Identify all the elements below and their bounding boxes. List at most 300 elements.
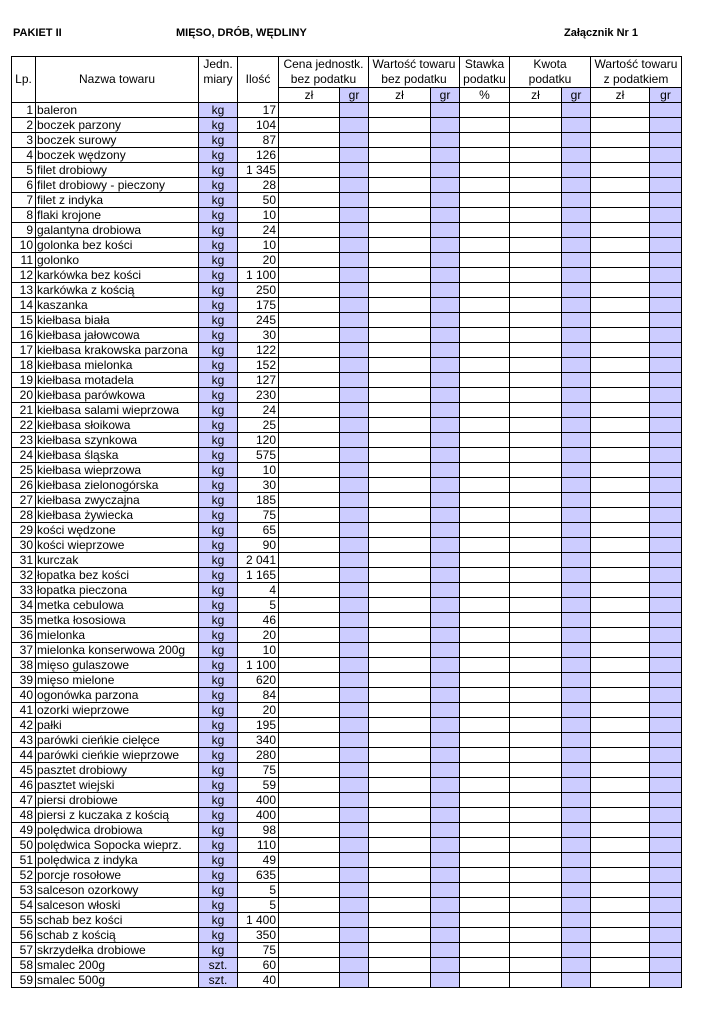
tax-zl-cell[interactable] xyxy=(510,163,562,178)
tax-rate-cell[interactable] xyxy=(460,133,510,148)
gross-zl-cell[interactable] xyxy=(591,658,650,673)
tax-zl-cell[interactable] xyxy=(510,583,562,598)
gross-gr-cell[interactable] xyxy=(650,283,682,298)
value-zl-cell[interactable] xyxy=(369,283,431,298)
value-zl-cell[interactable] xyxy=(369,598,431,613)
tax-rate-cell[interactable] xyxy=(460,808,510,823)
tax-rate-cell[interactable] xyxy=(460,853,510,868)
tax-zl-cell[interactable] xyxy=(510,403,562,418)
value-zl-cell[interactable] xyxy=(369,148,431,163)
tax-rate-cell[interactable] xyxy=(460,703,510,718)
price-zl-cell[interactable] xyxy=(279,403,340,418)
gross-zl-cell[interactable] xyxy=(591,178,650,193)
value-zl-cell[interactable] xyxy=(369,958,431,973)
tax-gr-cell[interactable] xyxy=(562,433,591,448)
price-gr-cell[interactable] xyxy=(340,163,369,178)
value-gr-cell[interactable] xyxy=(431,748,460,763)
price-gr-cell[interactable] xyxy=(340,658,369,673)
tax-rate-cell[interactable] xyxy=(460,553,510,568)
tax-gr-cell[interactable] xyxy=(562,778,591,793)
tax-zl-cell[interactable] xyxy=(510,418,562,433)
tax-zl-cell[interactable] xyxy=(510,148,562,163)
tax-zl-cell[interactable] xyxy=(510,598,562,613)
gross-gr-cell[interactable] xyxy=(650,883,682,898)
tax-rate-cell[interactable] xyxy=(460,583,510,598)
tax-gr-cell[interactable] xyxy=(562,223,591,238)
value-gr-cell[interactable] xyxy=(431,793,460,808)
tax-rate-cell[interactable] xyxy=(460,283,510,298)
tax-rate-cell[interactable] xyxy=(460,568,510,583)
price-zl-cell[interactable] xyxy=(279,823,340,838)
tax-zl-cell[interactable] xyxy=(510,718,562,733)
gross-gr-cell[interactable] xyxy=(650,868,682,883)
value-gr-cell[interactable] xyxy=(431,523,460,538)
price-gr-cell[interactable] xyxy=(340,478,369,493)
tax-gr-cell[interactable] xyxy=(562,238,591,253)
price-gr-cell[interactable] xyxy=(340,628,369,643)
gross-gr-cell[interactable] xyxy=(650,253,682,268)
value-gr-cell[interactable] xyxy=(431,493,460,508)
value-gr-cell[interactable] xyxy=(431,148,460,163)
tax-zl-cell[interactable] xyxy=(510,253,562,268)
value-zl-cell[interactable] xyxy=(369,793,431,808)
price-gr-cell[interactable] xyxy=(340,268,369,283)
price-gr-cell[interactable] xyxy=(340,523,369,538)
tax-zl-cell[interactable] xyxy=(510,568,562,583)
value-gr-cell[interactable] xyxy=(431,508,460,523)
price-zl-cell[interactable] xyxy=(279,463,340,478)
price-gr-cell[interactable] xyxy=(340,838,369,853)
value-gr-cell[interactable] xyxy=(431,628,460,643)
tax-rate-cell[interactable] xyxy=(460,778,510,793)
tax-rate-cell[interactable] xyxy=(460,298,510,313)
price-gr-cell[interactable] xyxy=(340,388,369,403)
gross-zl-cell[interactable] xyxy=(591,928,650,943)
gross-gr-cell[interactable] xyxy=(650,433,682,448)
tax-gr-cell[interactable] xyxy=(562,148,591,163)
gross-gr-cell[interactable] xyxy=(650,523,682,538)
tax-rate-cell[interactable] xyxy=(460,913,510,928)
tax-rate-cell[interactable] xyxy=(460,463,510,478)
tax-rate-cell[interactable] xyxy=(460,523,510,538)
price-gr-cell[interactable] xyxy=(340,673,369,688)
gross-zl-cell[interactable] xyxy=(591,373,650,388)
value-zl-cell[interactable] xyxy=(369,553,431,568)
tax-zl-cell[interactable] xyxy=(510,223,562,238)
tax-gr-cell[interactable] xyxy=(562,598,591,613)
value-gr-cell[interactable] xyxy=(431,643,460,658)
value-zl-cell[interactable] xyxy=(369,103,431,118)
price-gr-cell[interactable] xyxy=(340,208,369,223)
gross-gr-cell[interactable] xyxy=(650,973,682,988)
gross-gr-cell[interactable] xyxy=(650,928,682,943)
tax-zl-cell[interactable] xyxy=(510,898,562,913)
tax-rate-cell[interactable] xyxy=(460,268,510,283)
tax-rate-cell[interactable] xyxy=(460,193,510,208)
value-gr-cell[interactable] xyxy=(431,958,460,973)
price-zl-cell[interactable] xyxy=(279,148,340,163)
gross-gr-cell[interactable] xyxy=(650,553,682,568)
tax-zl-cell[interactable] xyxy=(510,613,562,628)
price-zl-cell[interactable] xyxy=(279,883,340,898)
tax-gr-cell[interactable] xyxy=(562,568,591,583)
tax-gr-cell[interactable] xyxy=(562,868,591,883)
value-zl-cell[interactable] xyxy=(369,763,431,778)
tax-gr-cell[interactable] xyxy=(562,958,591,973)
gross-zl-cell[interactable] xyxy=(591,358,650,373)
price-gr-cell[interactable] xyxy=(340,253,369,268)
tax-gr-cell[interactable] xyxy=(562,178,591,193)
gross-gr-cell[interactable] xyxy=(650,463,682,478)
tax-zl-cell[interactable] xyxy=(510,973,562,988)
gross-gr-cell[interactable] xyxy=(650,373,682,388)
tax-zl-cell[interactable] xyxy=(510,463,562,478)
tax-gr-cell[interactable] xyxy=(562,538,591,553)
value-gr-cell[interactable] xyxy=(431,583,460,598)
gross-gr-cell[interactable] xyxy=(650,958,682,973)
tax-gr-cell[interactable] xyxy=(562,478,591,493)
price-zl-cell[interactable] xyxy=(279,943,340,958)
gross-gr-cell[interactable] xyxy=(650,403,682,418)
tax-gr-cell[interactable] xyxy=(562,103,591,118)
gross-zl-cell[interactable] xyxy=(591,583,650,598)
value-gr-cell[interactable] xyxy=(431,238,460,253)
gross-gr-cell[interactable] xyxy=(650,583,682,598)
price-gr-cell[interactable] xyxy=(340,613,369,628)
value-zl-cell[interactable] xyxy=(369,418,431,433)
gross-gr-cell[interactable] xyxy=(650,358,682,373)
value-zl-cell[interactable] xyxy=(369,373,431,388)
value-zl-cell[interactable] xyxy=(369,913,431,928)
value-gr-cell[interactable] xyxy=(431,208,460,223)
tax-zl-cell[interactable] xyxy=(510,733,562,748)
value-gr-cell[interactable] xyxy=(431,613,460,628)
value-zl-cell[interactable] xyxy=(369,733,431,748)
tax-zl-cell[interactable] xyxy=(510,328,562,343)
tax-zl-cell[interactable] xyxy=(510,793,562,808)
tax-gr-cell[interactable] xyxy=(562,853,591,868)
gross-zl-cell[interactable] xyxy=(591,148,650,163)
value-zl-cell[interactable] xyxy=(369,523,431,538)
gross-gr-cell[interactable] xyxy=(650,538,682,553)
value-zl-cell[interactable] xyxy=(369,823,431,838)
value-gr-cell[interactable] xyxy=(431,673,460,688)
value-gr-cell[interactable] xyxy=(431,898,460,913)
gross-zl-cell[interactable] xyxy=(591,283,650,298)
tax-rate-cell[interactable] xyxy=(460,388,510,403)
value-zl-cell[interactable] xyxy=(369,643,431,658)
tax-rate-cell[interactable] xyxy=(460,148,510,163)
tax-gr-cell[interactable] xyxy=(562,703,591,718)
price-zl-cell[interactable] xyxy=(279,928,340,943)
tax-gr-cell[interactable] xyxy=(562,898,591,913)
price-gr-cell[interactable] xyxy=(340,148,369,163)
gross-gr-cell[interactable] xyxy=(650,898,682,913)
price-gr-cell[interactable] xyxy=(340,688,369,703)
value-zl-cell[interactable] xyxy=(369,193,431,208)
tax-gr-cell[interactable] xyxy=(562,463,591,478)
value-gr-cell[interactable] xyxy=(431,298,460,313)
tax-rate-cell[interactable] xyxy=(460,253,510,268)
tax-rate-cell[interactable] xyxy=(460,493,510,508)
tax-gr-cell[interactable] xyxy=(562,418,591,433)
tax-gr-cell[interactable] xyxy=(562,628,591,643)
price-gr-cell[interactable] xyxy=(340,133,369,148)
gross-zl-cell[interactable] xyxy=(591,553,650,568)
gross-gr-cell[interactable] xyxy=(650,688,682,703)
price-zl-cell[interactable] xyxy=(279,478,340,493)
tax-gr-cell[interactable] xyxy=(562,808,591,823)
value-zl-cell[interactable] xyxy=(369,268,431,283)
tax-gr-cell[interactable] xyxy=(562,388,591,403)
gross-zl-cell[interactable] xyxy=(591,328,650,343)
value-gr-cell[interactable] xyxy=(431,808,460,823)
gross-zl-cell[interactable] xyxy=(591,208,650,223)
value-gr-cell[interactable] xyxy=(431,403,460,418)
value-zl-cell[interactable] xyxy=(369,748,431,763)
tax-gr-cell[interactable] xyxy=(562,328,591,343)
tax-gr-cell[interactable] xyxy=(562,508,591,523)
price-zl-cell[interactable] xyxy=(279,193,340,208)
gross-zl-cell[interactable] xyxy=(591,223,650,238)
price-gr-cell[interactable] xyxy=(340,808,369,823)
gross-gr-cell[interactable] xyxy=(650,133,682,148)
gross-gr-cell[interactable] xyxy=(650,343,682,358)
tax-gr-cell[interactable] xyxy=(562,748,591,763)
tax-gr-cell[interactable] xyxy=(562,688,591,703)
tax-gr-cell[interactable] xyxy=(562,883,591,898)
value-gr-cell[interactable] xyxy=(431,553,460,568)
value-gr-cell[interactable] xyxy=(431,328,460,343)
value-zl-cell[interactable] xyxy=(369,388,431,403)
tax-gr-cell[interactable] xyxy=(562,373,591,388)
value-gr-cell[interactable] xyxy=(431,658,460,673)
gross-zl-cell[interactable] xyxy=(591,508,650,523)
tax-rate-cell[interactable] xyxy=(460,958,510,973)
value-zl-cell[interactable] xyxy=(369,133,431,148)
tax-zl-cell[interactable] xyxy=(510,838,562,853)
price-gr-cell[interactable] xyxy=(340,178,369,193)
price-zl-cell[interactable] xyxy=(279,163,340,178)
value-gr-cell[interactable] xyxy=(431,868,460,883)
gross-gr-cell[interactable] xyxy=(650,913,682,928)
gross-gr-cell[interactable] xyxy=(650,733,682,748)
value-zl-cell[interactable] xyxy=(369,778,431,793)
gross-zl-cell[interactable] xyxy=(591,193,650,208)
tax-zl-cell[interactable] xyxy=(510,178,562,193)
price-zl-cell[interactable] xyxy=(279,808,340,823)
price-gr-cell[interactable] xyxy=(340,298,369,313)
gross-gr-cell[interactable] xyxy=(650,193,682,208)
price-gr-cell[interactable] xyxy=(340,853,369,868)
price-zl-cell[interactable] xyxy=(279,793,340,808)
value-gr-cell[interactable] xyxy=(431,883,460,898)
gross-zl-cell[interactable] xyxy=(591,133,650,148)
tax-rate-cell[interactable] xyxy=(460,478,510,493)
price-zl-cell[interactable] xyxy=(279,328,340,343)
gross-gr-cell[interactable] xyxy=(650,223,682,238)
value-zl-cell[interactable] xyxy=(369,628,431,643)
price-gr-cell[interactable] xyxy=(340,898,369,913)
price-zl-cell[interactable] xyxy=(279,178,340,193)
price-zl-cell[interactable] xyxy=(279,418,340,433)
gross-gr-cell[interactable] xyxy=(650,778,682,793)
gross-zl-cell[interactable] xyxy=(591,433,650,448)
tax-rate-cell[interactable] xyxy=(460,208,510,223)
gross-zl-cell[interactable] xyxy=(591,568,650,583)
tax-zl-cell[interactable] xyxy=(510,238,562,253)
price-gr-cell[interactable] xyxy=(340,223,369,238)
value-gr-cell[interactable] xyxy=(431,283,460,298)
gross-zl-cell[interactable] xyxy=(591,538,650,553)
tax-zl-cell[interactable] xyxy=(510,508,562,523)
gross-gr-cell[interactable] xyxy=(650,313,682,328)
price-gr-cell[interactable] xyxy=(340,553,369,568)
value-gr-cell[interactable] xyxy=(431,118,460,133)
gross-zl-cell[interactable] xyxy=(591,388,650,403)
gross-gr-cell[interactable] xyxy=(650,643,682,658)
value-gr-cell[interactable] xyxy=(431,313,460,328)
gross-zl-cell[interactable] xyxy=(591,793,650,808)
value-zl-cell[interactable] xyxy=(369,358,431,373)
tax-rate-cell[interactable] xyxy=(460,103,510,118)
price-zl-cell[interactable] xyxy=(279,538,340,553)
price-zl-cell[interactable] xyxy=(279,898,340,913)
tax-zl-cell[interactable] xyxy=(510,523,562,538)
gross-zl-cell[interactable] xyxy=(591,628,650,643)
tax-zl-cell[interactable] xyxy=(510,298,562,313)
tax-rate-cell[interactable] xyxy=(460,448,510,463)
value-gr-cell[interactable] xyxy=(431,433,460,448)
tax-rate-cell[interactable] xyxy=(460,118,510,133)
tax-gr-cell[interactable] xyxy=(562,133,591,148)
tax-gr-cell[interactable] xyxy=(562,118,591,133)
gross-gr-cell[interactable] xyxy=(650,448,682,463)
tax-gr-cell[interactable] xyxy=(562,823,591,838)
gross-gr-cell[interactable] xyxy=(650,148,682,163)
tax-zl-cell[interactable] xyxy=(510,703,562,718)
tax-zl-cell[interactable] xyxy=(510,103,562,118)
value-gr-cell[interactable] xyxy=(431,973,460,988)
gross-gr-cell[interactable] xyxy=(650,163,682,178)
tax-zl-cell[interactable] xyxy=(510,658,562,673)
gross-zl-cell[interactable] xyxy=(591,898,650,913)
price-zl-cell[interactable] xyxy=(279,508,340,523)
tax-zl-cell[interactable] xyxy=(510,928,562,943)
gross-gr-cell[interactable] xyxy=(650,943,682,958)
tax-gr-cell[interactable] xyxy=(562,493,591,508)
price-zl-cell[interactable] xyxy=(279,238,340,253)
value-gr-cell[interactable] xyxy=(431,538,460,553)
price-zl-cell[interactable] xyxy=(279,523,340,538)
gross-zl-cell[interactable] xyxy=(591,958,650,973)
tax-zl-cell[interactable] xyxy=(510,343,562,358)
tax-rate-cell[interactable] xyxy=(460,238,510,253)
value-zl-cell[interactable] xyxy=(369,883,431,898)
tax-zl-cell[interactable] xyxy=(510,748,562,763)
value-gr-cell[interactable] xyxy=(431,133,460,148)
tax-rate-cell[interactable] xyxy=(460,343,510,358)
tax-zl-cell[interactable] xyxy=(510,538,562,553)
tax-gr-cell[interactable] xyxy=(562,673,591,688)
price-zl-cell[interactable] xyxy=(279,718,340,733)
price-gr-cell[interactable] xyxy=(340,103,369,118)
gross-gr-cell[interactable] xyxy=(650,763,682,778)
value-gr-cell[interactable] xyxy=(431,268,460,283)
price-gr-cell[interactable] xyxy=(340,403,369,418)
tax-zl-cell[interactable] xyxy=(510,823,562,838)
price-zl-cell[interactable] xyxy=(279,553,340,568)
value-zl-cell[interactable] xyxy=(369,898,431,913)
value-zl-cell[interactable] xyxy=(369,838,431,853)
gross-gr-cell[interactable] xyxy=(650,268,682,283)
gross-zl-cell[interactable] xyxy=(591,943,650,958)
tax-rate-cell[interactable] xyxy=(460,508,510,523)
tax-rate-cell[interactable] xyxy=(460,538,510,553)
price-zl-cell[interactable] xyxy=(279,133,340,148)
gross-zl-cell[interactable] xyxy=(591,808,650,823)
gross-zl-cell[interactable] xyxy=(591,643,650,658)
gross-gr-cell[interactable] xyxy=(650,418,682,433)
price-zl-cell[interactable] xyxy=(279,268,340,283)
tax-gr-cell[interactable] xyxy=(562,298,591,313)
value-zl-cell[interactable] xyxy=(369,328,431,343)
price-zl-cell[interactable] xyxy=(279,643,340,658)
value-gr-cell[interactable] xyxy=(431,253,460,268)
value-gr-cell[interactable] xyxy=(431,943,460,958)
gross-gr-cell[interactable] xyxy=(650,208,682,223)
gross-zl-cell[interactable] xyxy=(591,673,650,688)
price-zl-cell[interactable] xyxy=(279,298,340,313)
tax-rate-cell[interactable] xyxy=(460,793,510,808)
price-gr-cell[interactable] xyxy=(340,793,369,808)
gross-gr-cell[interactable] xyxy=(650,568,682,583)
value-zl-cell[interactable] xyxy=(369,208,431,223)
value-gr-cell[interactable] xyxy=(431,928,460,943)
gross-zl-cell[interactable] xyxy=(591,883,650,898)
price-gr-cell[interactable] xyxy=(340,238,369,253)
tax-gr-cell[interactable] xyxy=(562,403,591,418)
value-zl-cell[interactable] xyxy=(369,718,431,733)
value-gr-cell[interactable] xyxy=(431,193,460,208)
price-zl-cell[interactable] xyxy=(279,628,340,643)
value-zl-cell[interactable] xyxy=(369,343,431,358)
tax-zl-cell[interactable] xyxy=(510,373,562,388)
tax-zl-cell[interactable] xyxy=(510,958,562,973)
value-zl-cell[interactable] xyxy=(369,448,431,463)
tax-gr-cell[interactable] xyxy=(562,658,591,673)
value-zl-cell[interactable] xyxy=(369,508,431,523)
price-gr-cell[interactable] xyxy=(340,703,369,718)
tax-gr-cell[interactable] xyxy=(562,943,591,958)
price-zl-cell[interactable] xyxy=(279,493,340,508)
tax-zl-cell[interactable] xyxy=(510,433,562,448)
gross-zl-cell[interactable] xyxy=(591,103,650,118)
gross-zl-cell[interactable] xyxy=(591,853,650,868)
value-gr-cell[interactable] xyxy=(431,418,460,433)
price-gr-cell[interactable] xyxy=(340,283,369,298)
gross-gr-cell[interactable] xyxy=(650,478,682,493)
value-gr-cell[interactable] xyxy=(431,778,460,793)
gross-zl-cell[interactable] xyxy=(591,493,650,508)
tax-rate-cell[interactable] xyxy=(460,433,510,448)
gross-gr-cell[interactable] xyxy=(650,178,682,193)
price-gr-cell[interactable] xyxy=(340,943,369,958)
value-zl-cell[interactable] xyxy=(369,403,431,418)
tax-gr-cell[interactable] xyxy=(562,253,591,268)
tax-zl-cell[interactable] xyxy=(510,358,562,373)
value-zl-cell[interactable] xyxy=(369,703,431,718)
